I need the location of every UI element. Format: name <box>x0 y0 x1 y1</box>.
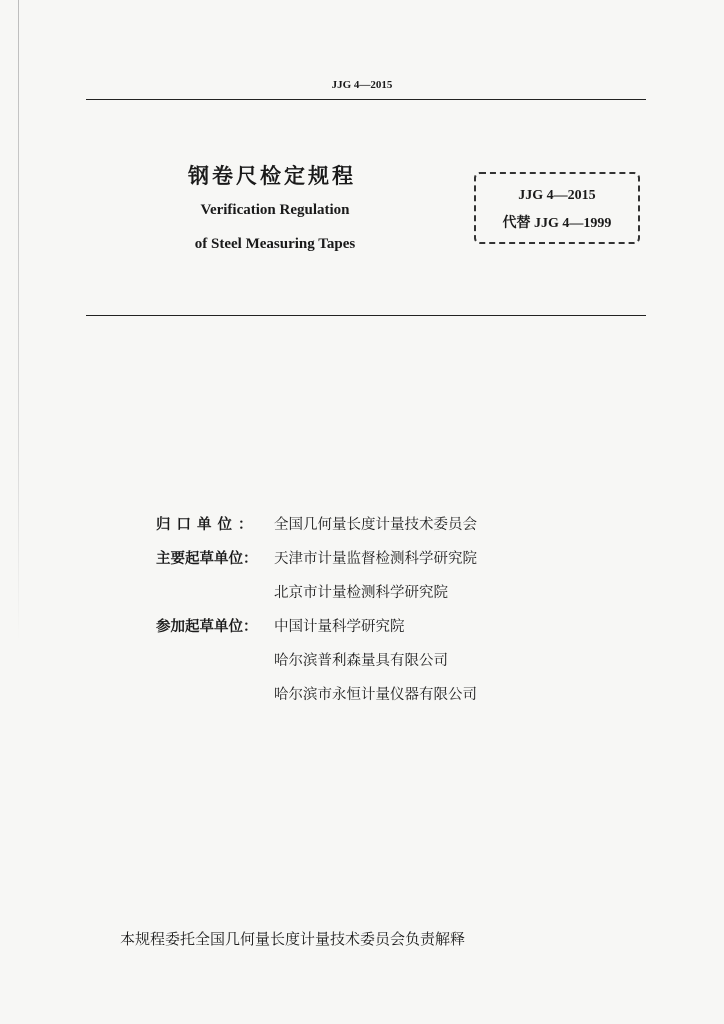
participating-unit: 哈尔滨市永恒计量仪器有限公司 <box>274 686 477 703</box>
participating-row <box>156 608 477 642</box>
organizations-block <box>156 506 477 710</box>
title-chinese: 钢卷尺检定规程 <box>188 164 356 188</box>
interpretation-note: 本规程委托全国几何量长度计量技术委员会负责解释 <box>120 930 466 948</box>
main-drafting-label: 主要起草单位： <box>156 550 258 567</box>
standard-code-box <box>474 172 640 244</box>
title-english-line-1: Verification Regulation <box>200 202 350 218</box>
page-left-edge <box>18 0 19 640</box>
header-standard-code: JJG 4—2015 <box>331 79 393 91</box>
responsible-unit-row <box>156 506 477 540</box>
replaces-code: 代替 JJG 4—1999 <box>502 216 612 231</box>
middle-rule <box>86 315 646 316</box>
participating-unit: 中国计量科学研究院 <box>274 618 405 635</box>
main-drafting-row-2 <box>156 574 477 608</box>
responsible-unit-label: 归口单位： <box>156 516 259 533</box>
participating-row-3 <box>156 676 477 710</box>
main-drafting-unit: 天津市计量监督检测科学研究院 <box>274 550 477 567</box>
title-english-line-2: of Steel Measuring Tapes <box>194 236 356 252</box>
main-drafting-unit: 北京市计量检测科学研究院 <box>274 584 448 601</box>
main-drafting-row <box>156 540 477 574</box>
standard-code: JJG 4—2015 <box>518 188 596 203</box>
top-rule <box>86 99 646 100</box>
participating-unit: 哈尔滨普利森量具有限公司 <box>274 652 448 669</box>
responsible-unit: 全国几何量长度计量技术委员会 <box>274 516 477 533</box>
participating-label: 参加起草单位： <box>156 618 258 635</box>
participating-row-2 <box>156 642 477 676</box>
